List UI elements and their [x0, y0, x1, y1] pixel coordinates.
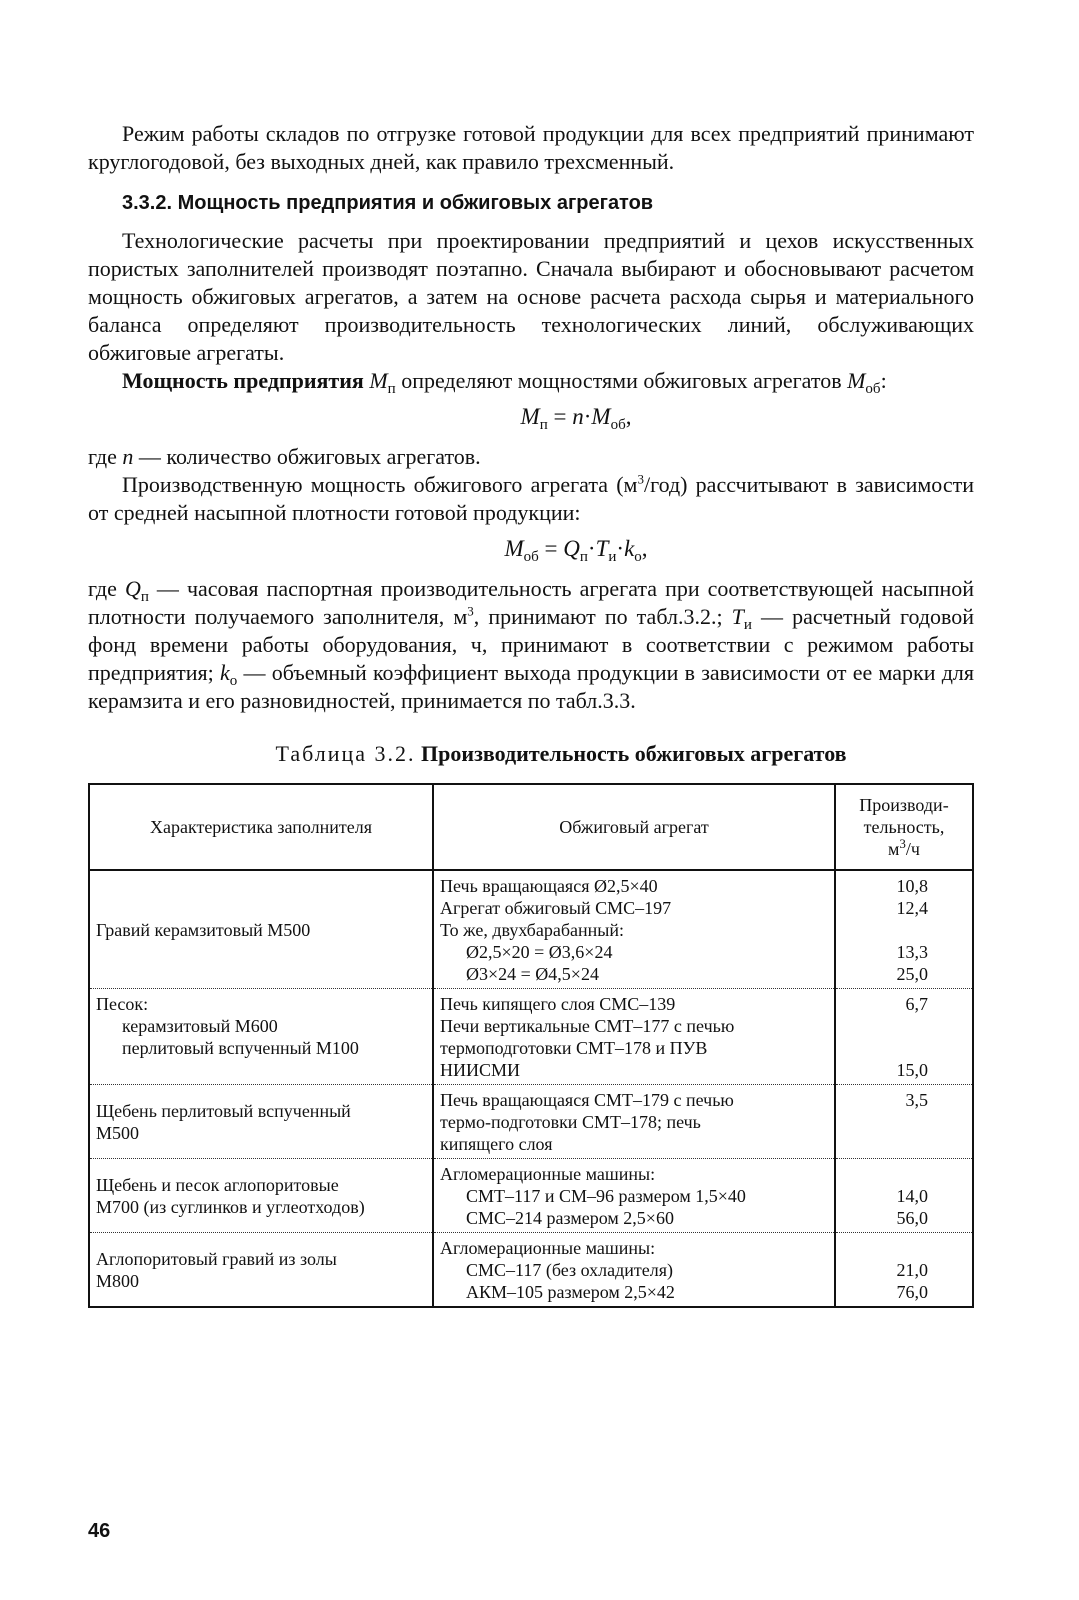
cell-productivity: 3,5	[835, 1085, 973, 1159]
cell-productivity: 14,0 56,0	[835, 1159, 973, 1233]
productivity-table	[88, 783, 974, 1308]
paragraph-where-q: где $Q_п$ — часовая паспортная производительность агрегата при соответствующей насыпной плотности получаемого заполнителя, $м^3$, принимают по табл.3.2.; $T_и$ — расчетный годовой фонд времени работы оборудования, ч, принимают в соответствии с режимом работы предприятия; $k_о$ — объемный коэффициент выхода продукции в зависимости от ее марки для керамзита и его разновидностей, принимается по табл.3.3.	[88, 576, 975, 713]
cell-characteristic: Щебень перлитовый вспученный М500	[89, 1085, 433, 1159]
table-row	[89, 1233, 973, 1308]
cell-productivity: 21,0 76,0	[835, 1233, 973, 1308]
paragraph-unit-capacity: Производственную мощность обжигового агрегата $(м^3/год)$ рассчитывают в зависимости от средней насыпной плотности готовой продукции:	[88, 471, 974, 525]
formula-unit-capacity: $M_{об} = Q_п\cdot T_и\cdot k_о$,	[504, 536, 648, 565]
paragraph-tech-calc: Технологические расчеты при проектировании предприятий и цехов искусственных пористых заполнителей производят поэтапно. Сначала выбирают и обосновывают расчетом мощность обжиговых агрегатов, а затем на основе расчета расхода сырья и материального баланса определяют производительность технологических линий, обслуживающих обжиговые агрегаты.	[88, 228, 974, 365]
cell-productivity: 6,7 15,0	[835, 989, 973, 1085]
term-plant-capacity: Мощность предприятия	[122, 368, 364, 393]
header-productivity: Производи- тельность, $м^3/ч$	[835, 784, 973, 870]
header-kiln-unit: Обжиговый агрегат	[433, 784, 835, 870]
cell-unit: Агломерационные машины: СМТ–117 и СМ–96 размером 1,5×40 СМС–214 размером 2,5×60	[433, 1159, 835, 1233]
table-caption-label: Таблица 3.2.	[275, 741, 416, 766]
cell-unit: Печь вращающаяся Ø2,5×40 Агрегат обжиговый СМС–197 То же, двухбарабанный: Ø2,5×20 = Ø3,6×24 Ø3×24 = Ø4,5×24	[433, 870, 835, 989]
cell-characteristic: Песок: керамзитовый М600 перлитовый вспученный М100	[89, 989, 433, 1085]
cell-characteristic: Гравий керамзитовый М500	[89, 870, 433, 989]
table-row	[89, 1085, 973, 1159]
formula-plant-capacity: $M_п = n\cdot M_{об}$,	[520, 404, 632, 433]
page-number: 46	[88, 1520, 111, 1542]
paragraph-warehouse-mode: Режим работы складов по отгрузке готовой продукции для всех предприятий принимают круглогодовой, без выходных дней, как правило трехсменный.	[88, 121, 974, 174]
cell-unit: Печь кипящего слоя СМС–139 Печи вертикальные СМТ–177 с печью термоподготовки СМТ–178 и ПУВ НИИСМИ	[433, 989, 835, 1085]
cell-unit: Печь вращающаяся СМТ–179 с печью термо-подготовки СМТ–178; печь кипящего слоя	[433, 1085, 835, 1159]
page-body	[88, 120, 974, 1308]
table-header-row	[89, 784, 973, 870]
table-row	[89, 870, 973, 989]
paragraph-where-n: где n — количество обжиговых агрегатов.	[88, 444, 481, 469]
table-row	[89, 1159, 973, 1233]
header-aggregate-characteristic: Характеристика заполнителя	[89, 784, 433, 870]
section-heading: 3.3.2. Мощность предприятия и обжиговых агрегатов	[122, 192, 654, 214]
paragraph-plant-capacity: Мощность предприятия $M_п$ определяют мощностями обжиговых агрегатов $M_{об}$:	[122, 368, 887, 397]
table-caption	[148, 741, 974, 767]
cell-productivity: 10,8 12,4 13,3 25,0	[835, 870, 973, 989]
table-caption-title: Производительность обжиговых агрегатов	[421, 741, 847, 766]
cell-characteristic: Щебень и песок аглопоритовые М700 (из суглинков и углеотходов)	[89, 1159, 433, 1233]
cell-unit: Агломерационные машины: СМС–117 (без охладителя) АКМ–105 размером 2,5×42	[433, 1233, 835, 1308]
cell-characteristic: Аглопоритовый гравий из золы М800	[89, 1233, 433, 1308]
table-row	[89, 989, 973, 1085]
